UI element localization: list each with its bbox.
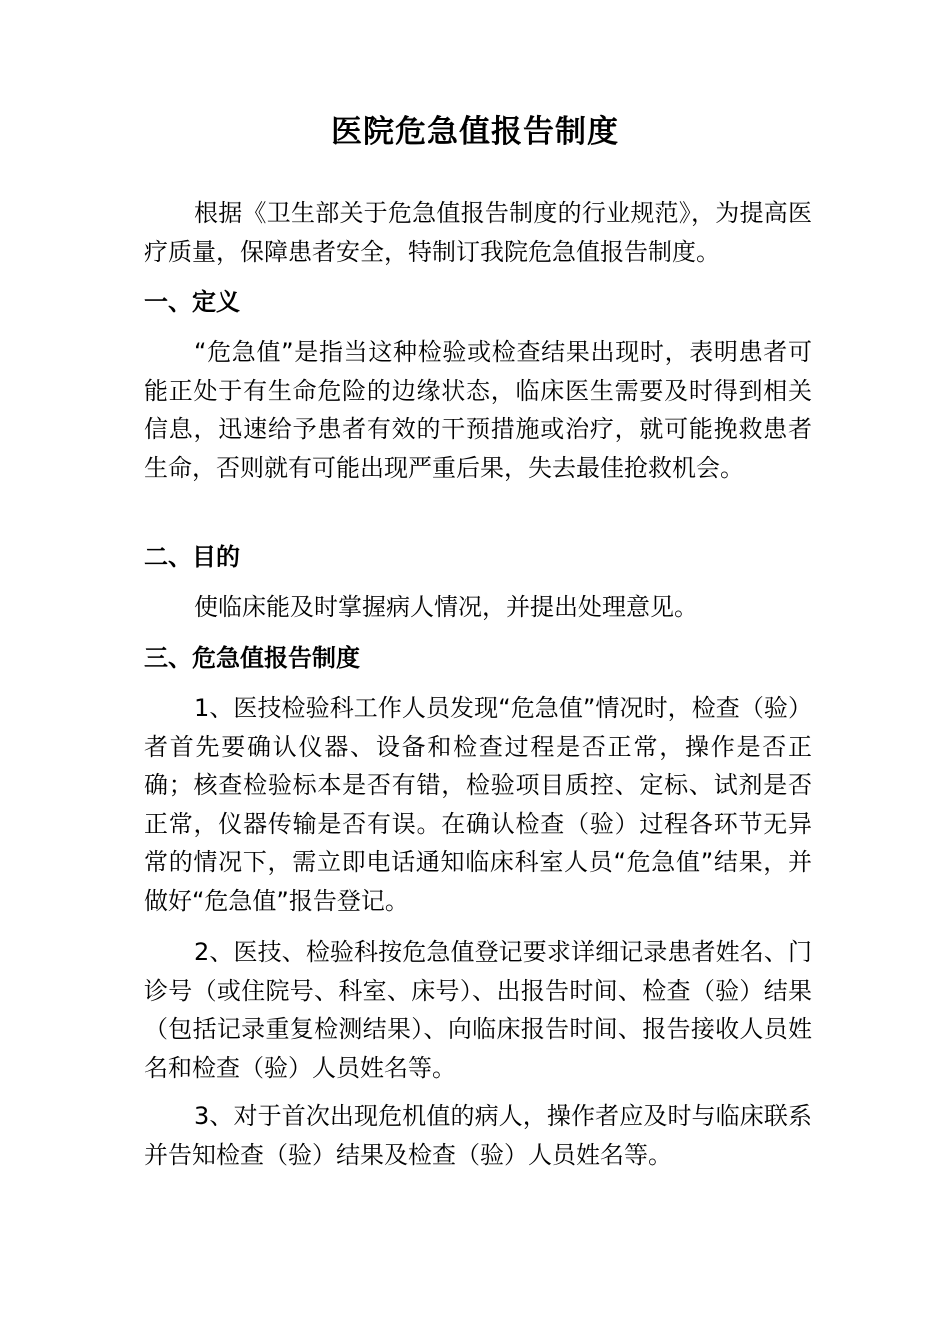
rule-item-3: 3、对于首次出现危机值的病人，操作者应及时与临床联系并告知检查（验）结果及检查（验）人员姓名等。 [144, 1102, 812, 1169]
definition-paragraph: “危急值”是指当这种检验或检查结果出现时，表明患者可能正处于有生命危险的边缘状态，临床医生需要及时得到相关信息，迅速给予患者有效的干预措施或治疗，就可能挽救患者生命，否则就有可能出现严重后果，失去最佳抢救机会。 [144, 338, 812, 482]
section-heading-purpose: 二、目的 [144, 543, 240, 571]
rule-item-2: 2、医技、检验科按危急值登记要求详细记录患者姓名、门诊号（或住院号、科室、床号）、出报告时间、检查（验）结果（包括记录重复检测结果）、向临床报告时间、报告接收人员姓名和检查（验）人员姓名等。 [144, 938, 812, 1082]
section-heading-reporting-rules: 三、危急值报告制度 [144, 644, 360, 672]
rule-item-1: 1、医技检验科工作人员发现“危急值”情况时，检查（验）者首先要确认仪器、设备和检查过程是否正常，操作是否正确；核查检验标本是否有错，检验项目质控、定标、试剂是否正常，仪器传输是否有误。在确认检查（验）过程各环节无异常的情况下，需立即电话通知临床科室人员“危急值”结果，并做好“危急值”报告登记。 [144, 694, 812, 915]
intro-paragraph: 根据《卫生部关于危急值报告制度的行业规范》，为提高医疗质量，保障患者安全，特制订我院危急值报告制度。 [144, 199, 812, 266]
section-heading-definition: 一、定义 [144, 288, 240, 316]
page-title: 医院危急值报告制度 [331, 114, 619, 150]
purpose-paragraph: 使临床能及时掌握病人情况，并提出处理意见。 [194, 593, 698, 621]
